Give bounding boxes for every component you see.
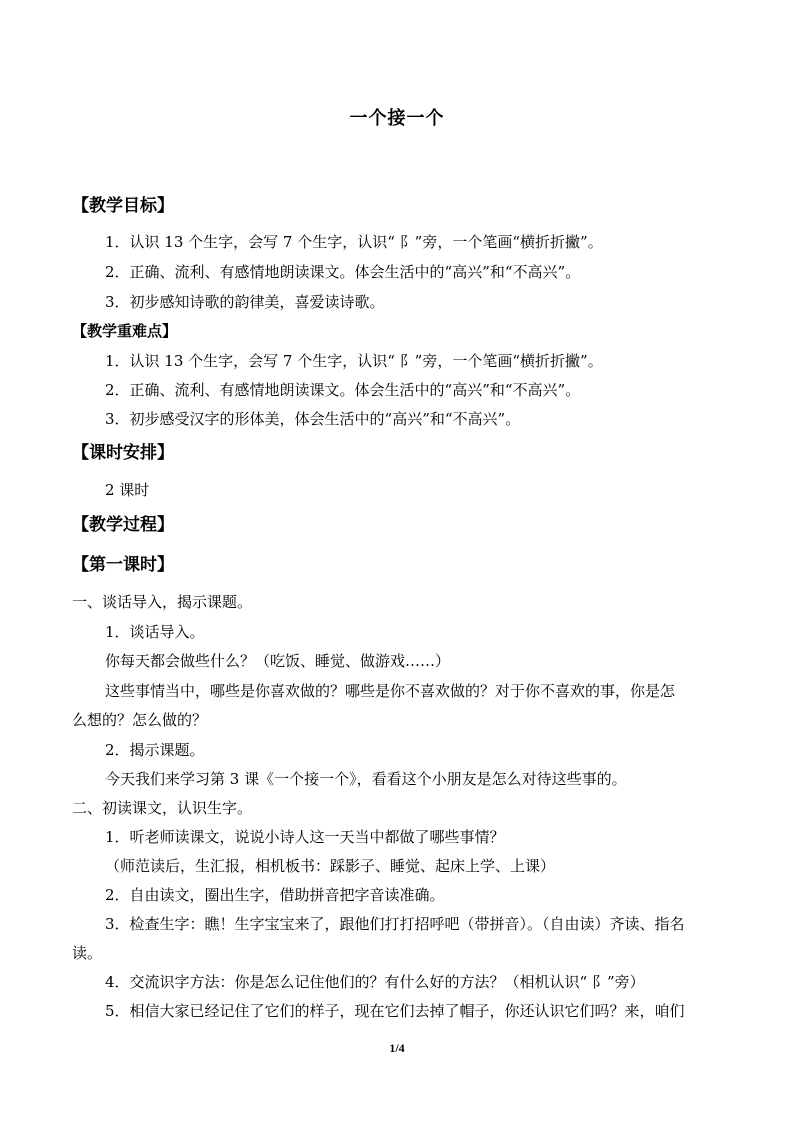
process-heading: 【教学过程】 xyxy=(72,515,174,535)
objective-item: 1．认识 13 个生字，会写 7 个生字，认识“ 阝”旁，一个笔画“横折折撇”。 xyxy=(105,233,603,251)
body-line: 这些事情当中，哪些是你喜欢做的？哪些是你不喜欢做的？对于你不喜欢的事，你是怎 xyxy=(105,682,676,700)
document-title: 一个接一个 xyxy=(349,108,445,129)
body-line: 二、初读课文，认识生字。 xyxy=(72,799,253,817)
lesson1-heading: 【第一课时】 xyxy=(72,555,174,575)
body-line: 你每天都会做些什么？（吃饭、睡觉、做游戏……） xyxy=(105,652,451,670)
schedule-text: 2 课时 xyxy=(105,481,150,499)
body-line: 2．揭示课题。 xyxy=(105,741,205,759)
body-line: 么想的？怎么做的？ xyxy=(72,711,208,729)
body-line: 3．检查生字：瞧！生字宝宝来了，跟他们打打招呼吧（带拼音）。（自由读）齐读、指名 xyxy=(105,915,685,933)
body-line: 1．谈话导入。 xyxy=(105,623,205,641)
objectives-heading: 【教学目标】 xyxy=(72,196,174,216)
body-line: 一、谈话导入，揭示课题。 xyxy=(72,593,253,611)
body-line: 5．相信大家已经记住了它们的样子，现在它们去掉了帽子，你还认识它们吗？来，咱们 xyxy=(105,1002,685,1020)
keypoint-item: 1．认识 13 个生字，会写 7 个生字，认识“ 阝”旁，一个笔画“横折折撇”。 xyxy=(105,352,603,370)
keypoint-item: 2．正确、流利、有感情地朗读课文。体会生活中的“高兴”和“不高兴”。 xyxy=(105,381,581,399)
objective-item: 3．初步感知诗歌的韵律美，喜爱读诗歌。 xyxy=(105,293,385,311)
body-line: 1．听老师读课文，说说小诗人这一天当中都做了哪些事情？ xyxy=(105,828,505,846)
keypoint-item: 3．初步感受汉字的形体美，体会生活中的“高兴”和“不高兴”。 xyxy=(105,410,521,428)
keypoints-heading: 【教学重难点】 xyxy=(72,322,178,340)
body-line: 4．交流识字方法：你是怎么记住他们的？有什么好的方法？（相机认识“ 阝”旁） xyxy=(105,973,645,991)
schedule-heading: 【课时安排】 xyxy=(72,443,174,463)
body-line: 今天我们来学习第 3 课《一个接一个》，看看这个小朋友是怎么对待这些事的。 xyxy=(105,770,627,788)
body-line: 读。 xyxy=(72,944,103,962)
objective-item: 2．正确、流利、有感情地朗读课文。体会生活中的“高兴”和“不高兴”。 xyxy=(105,263,581,281)
body-line: 2．自由读文，圈出生字，借助拼音把字音读准确。 xyxy=(105,886,445,904)
body-line: （师范读后，生汇报，相机板书：踩影子、睡觉、起床上学、上课） xyxy=(105,857,556,875)
page-number: 1/4 xyxy=(389,1041,405,1055)
